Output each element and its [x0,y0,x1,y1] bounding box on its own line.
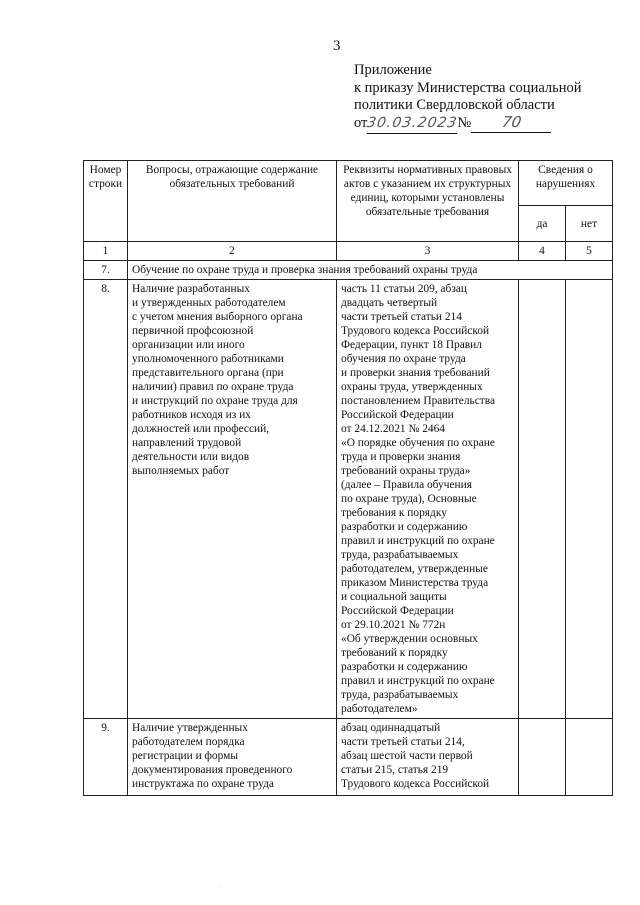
row-yes-cell [519,719,566,796]
column-number-row [84,242,613,261]
appendix-ministry-line: политики Свердловской области [354,97,555,113]
header-violations: Сведения о нарушениях [519,161,613,206]
number-label: № [457,114,472,131]
table-row [84,280,613,719]
section-row [84,261,613,280]
header-row-number: Номер строки [84,161,128,242]
column-number: 2 [128,242,337,261]
section-number: 7. [84,261,128,280]
header-references: Реквизиты нормативных правовых актов с указанием их структурных единиц, которыми установлены обязательные требования [337,161,519,242]
table-row [84,719,613,796]
row-number: 8. [84,280,128,719]
page-number: 3 [333,38,341,54]
row-yes-cell [519,280,566,719]
requirements-table [83,160,613,796]
row-no-cell [566,719,613,796]
appendix-date-line [354,112,582,134]
row-question: Наличие утвержденных работодателем порядка регистрации и формы документирования проведенного инструктажа по охране труда [128,719,337,796]
appendix-title: Приложение [354,62,432,78]
from-label: от [354,114,368,131]
row-reference: абзац одиннадцатый части третьей статьи 214, абзац шестой части первой статьи 215, статья 219 Трудового кодекса Российской [337,719,519,796]
appendix-order-line: к приказу Министерства социальной [354,79,582,96]
table-header-row [84,161,613,206]
handwritten-date: 30.03.2023 [367,116,457,134]
header-questions: Вопросы, отражающие содержание обязательных требований [128,161,337,242]
header-yes: да [519,206,566,242]
handwritten-number: 70 [471,115,551,133]
column-number: 1 [84,242,128,261]
column-number: 5 [566,242,613,261]
appendix-header [354,62,582,134]
section-title: Обучение по охране труда и проверка знания требований охраны труда [128,261,613,280]
row-number: 9. [84,719,128,796]
header-no: нет [566,206,613,242]
scan-mark: · [218,884,220,890]
row-question: Наличие разработанных и утвержденных работодателем с учетом мнения выборного органа первичной профсоюзной организации или иного уполномоченного работниками представительного органа (при наличии) правил по охране труда и инструкций по охране труда для работников исходя из их должностей или профессий, направлений трудовой деятельности или видов выполняемых работ [128,280,337,719]
column-number: 4 [519,242,566,261]
column-number: 3 [337,242,519,261]
row-reference: часть 11 статьи 209, абзац двадцать четвертый части третьей статьи 214 Трудового кодекса Российской Федерации, пункт 18 Правил обучения по охране труда и проверки знания требований охраны труда, утвержденных постановлением Правительства Российской Федерации от 24.12.2021 № 2464 «О порядке обучения по охране труда и проверки знания требований охраны труда» (далее – Правила обучения по охране труда), Основные требования к порядку разработки и содержанию правил и инструкций по охране труда, разрабатываемых работодателем, утвержденные приказом Министерства труда и социальной защиты Российской Федерации от 29.10.2021 № 772н «Об утверждении основных требований к порядку разработки и содержанию правил и инструкций по охране труда, разрабатываемых работодателем» [337,280,519,719]
row-no-cell [566,280,613,719]
